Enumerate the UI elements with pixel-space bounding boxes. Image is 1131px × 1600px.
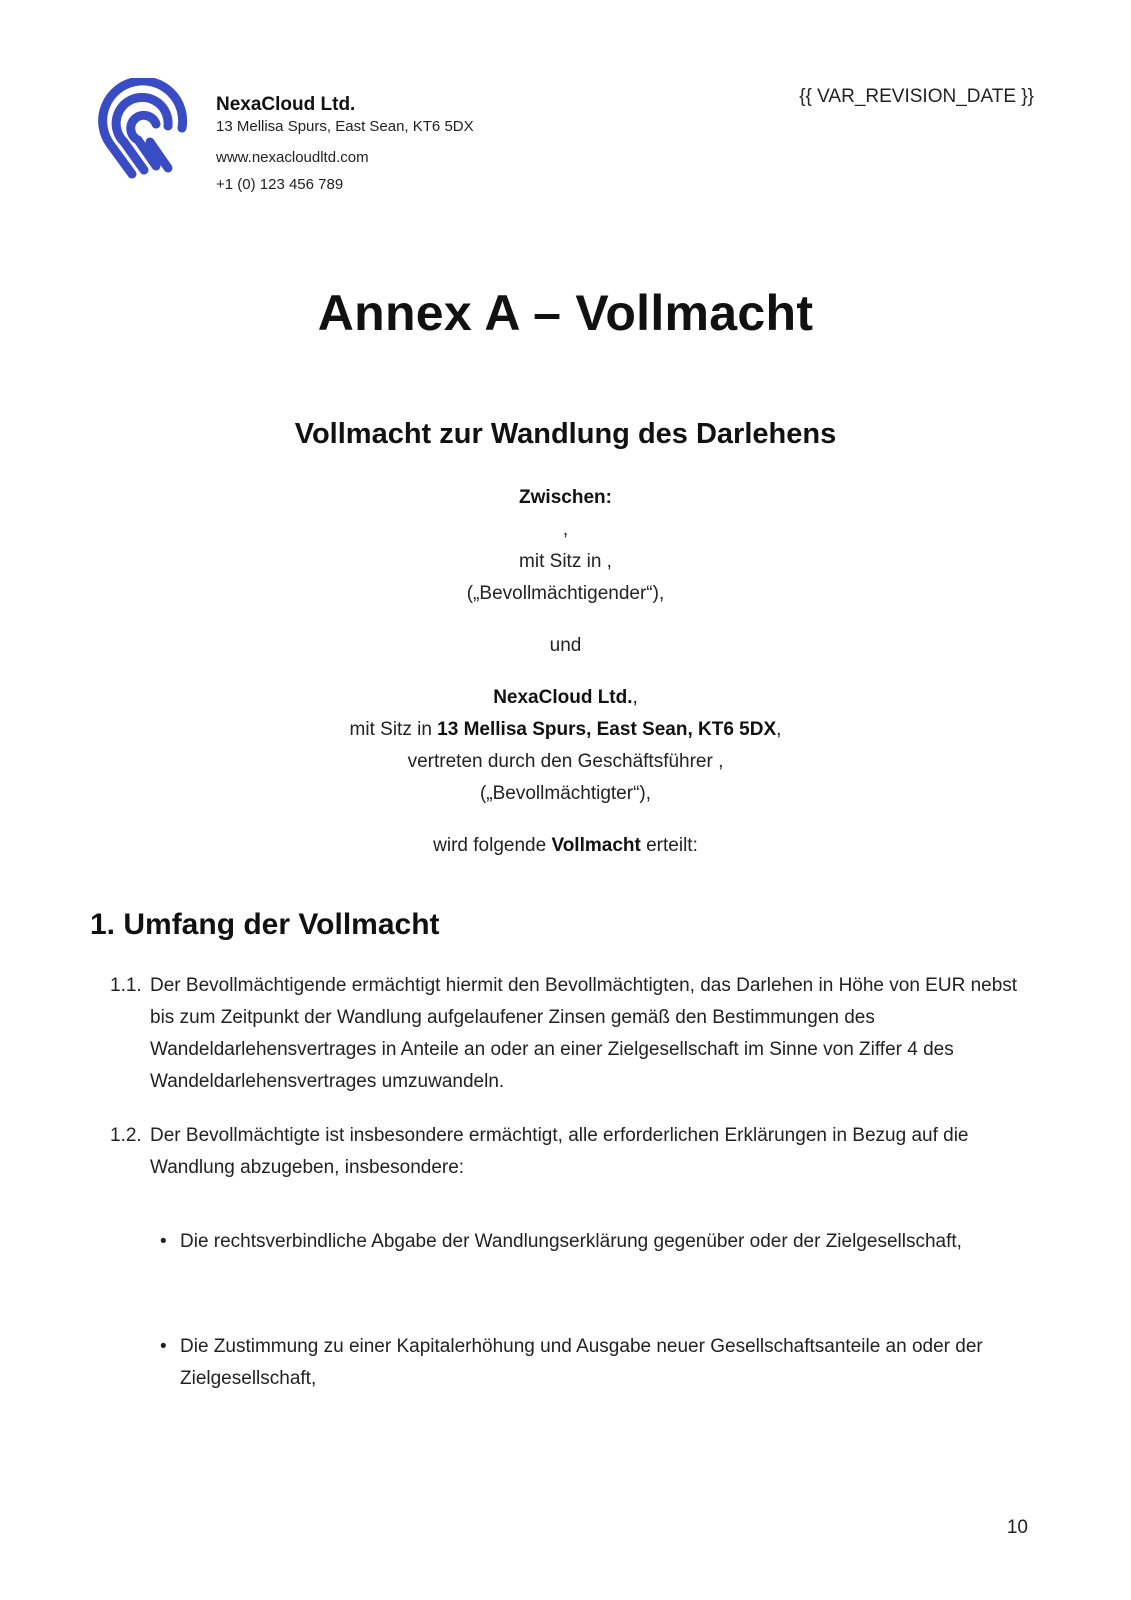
party2-seat-prefix: mit Sitz in [349, 719, 438, 740]
clause-number: 1.1. [110, 975, 142, 996]
company-website[interactable]: www.nexacloudltd.com [216, 149, 369, 166]
company-info [216, 94, 474, 194]
page-subtitle: Vollmacht zur Wandlung des Darlehens [294, 418, 837, 450]
party1-seat: mit Sitz in , [519, 551, 612, 572]
parties-block [0, 482, 1131, 862]
bullet-text: Die Zustimmung zu einer Kapitalerhöhung und Ausgabe neuer Gesellschaftsanteile an oder der Zielgesellschaft, [180, 1336, 983, 1389]
revision-date: {{ VAR_REVISION_DATE }} [799, 86, 1034, 107]
bullet-item [160, 1331, 1020, 1395]
company-logo [98, 78, 194, 182]
party2-seat-address: 13 Mellisa Spurs, East Sean, KT6 5DX [437, 719, 777, 740]
clause-item [110, 1120, 1030, 1184]
clause-text: Der Bevollmächtigte ist insbesondere ermächtigt, alle erforderlichen Erklärungen in Bezug auf die Wandlung abzugeben, insbesondere: [150, 1125, 969, 1178]
company-phone: +1 (0) 123 456 789 [216, 176, 344, 193]
grant-prefix: wird folgende [433, 835, 552, 856]
party2-seat-line [0, 714, 1131, 746]
grant-line [0, 830, 1131, 862]
party2-name-line [0, 682, 1131, 714]
party2-role: („Bevollmächtigter“), [479, 783, 652, 804]
section-heading: 1. Umfang der Vollmacht [90, 908, 440, 941]
and-label: und [549, 635, 582, 656]
page-number: 10 [1006, 1517, 1028, 1538]
company-address: 13 Mellisa Spurs, East Sean, KT6 5DX [216, 118, 474, 135]
bullet-text: Die rechtsverbindliche Abgabe der Wandlungserklärung gegenüber oder der Zielgesellschaft, [180, 1231, 962, 1252]
party2-name: NexaCloud Ltd. [493, 687, 633, 708]
party2-name-suffix: , [632, 687, 638, 708]
nexacloud-logo-icon [98, 78, 194, 182]
bullet-icon: • [160, 1231, 167, 1252]
party2-seat-suffix: , [776, 719, 782, 740]
grant-bold: Vollmacht [551, 835, 641, 856]
party2-representative: vertreten durch den Geschäftsführer , [407, 751, 724, 772]
grant-suffix: erteilt: [640, 835, 698, 856]
clause-item [110, 970, 1030, 1098]
company-name: NexaCloud Ltd. [216, 94, 356, 115]
bullet-icon: • [160, 1336, 167, 1357]
clause-text: Der Bevollmächtigende ermächtigt hiermit den Bevollmächtigten, das Darlehen in Höhe von EUR nebst bis zum Zeitpunkt der Wandlung aufgelaufener Zinsen gemäß den Bestimmungen des Wandeldarlehensvertrages in Anteile an oder an einer Zielgesellschaft im Sinne von Ziffer 4 des Wandeldarlehensvertrages umzuwandeln. [150, 975, 1018, 1092]
clause-number: 1.2. [110, 1125, 142, 1146]
bullet-item [160, 1226, 1020, 1258]
page-title: Annex A – Vollmacht [317, 285, 814, 341]
party1-role: („Bevollmächtigender“), [466, 583, 665, 604]
between-label: Zwischen: [519, 487, 612, 508]
party1-line1: , [562, 519, 569, 540]
